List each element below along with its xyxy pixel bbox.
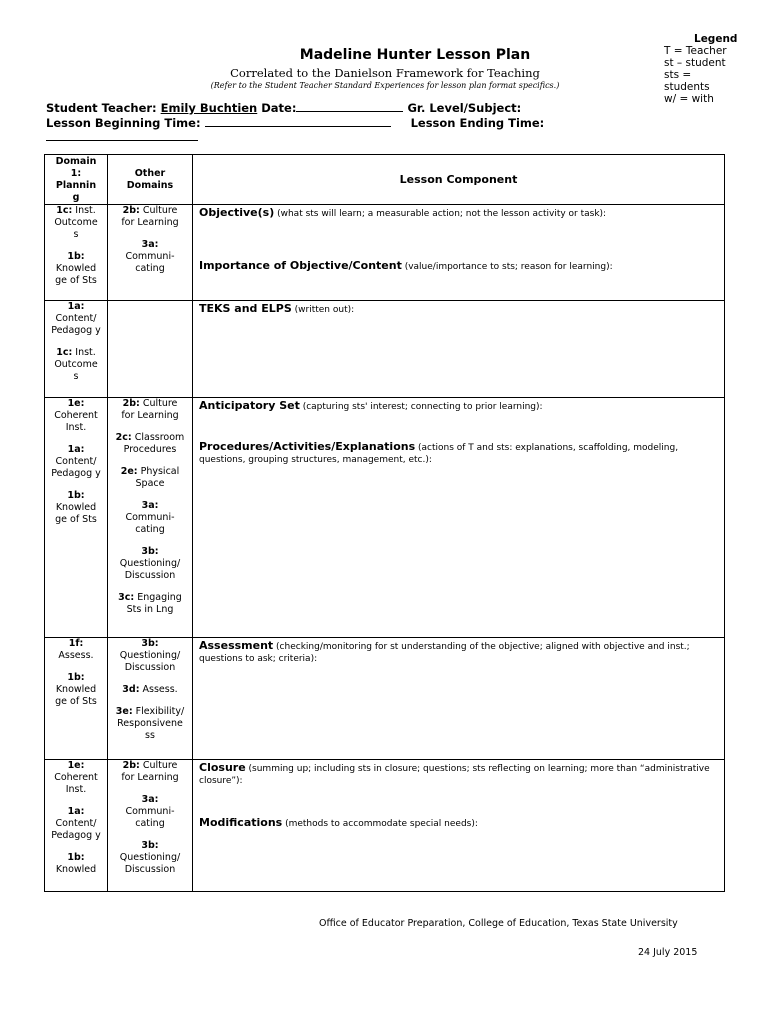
grade-subject-label: Gr. Level/Subject: bbox=[403, 101, 522, 115]
component-assessment: Assessment (checking/monitoring for st understanding of the objective; aligned with objective and inst.; questions to ask; criteria): bbox=[199, 639, 690, 664]
table-row bbox=[45, 205, 725, 301]
component-anticipatory-set: Anticipatory Set (capturing sts' interest; connecting to prior learning): bbox=[199, 399, 543, 412]
lesson-component-cell[interactable] bbox=[193, 301, 725, 398]
col-header-domain1: Domain 1: Plannin g bbox=[45, 155, 108, 205]
lesson-plan-table bbox=[44, 154, 725, 892]
legend-item: sts = bbox=[664, 69, 692, 81]
other-domains-cell: 2b: Culture for Learning 2c: Classroom Procedures 2e: Physical Space 3a: Communi- cating 3b: Questioning/ Discussion 3c: Engaging Sts in Lng bbox=[108, 398, 193, 638]
end-time-field[interactable] bbox=[46, 140, 198, 141]
table-row bbox=[45, 638, 725, 760]
table-row bbox=[45, 760, 725, 892]
footer-office: Office of Educator Preparation, College of Education, Texas State University bbox=[319, 918, 678, 929]
other-domains-cell bbox=[108, 301, 193, 398]
legend-item: st – student bbox=[664, 57, 726, 69]
table-header-row bbox=[45, 155, 725, 205]
legend-item: students bbox=[664, 81, 710, 93]
document-subnote: (Refer to the Student Teacher Standard Experiences for lesson plan format specifics.) bbox=[210, 81, 560, 90]
domain1-cell: 1e: Coherent Inst. 1a: Content/ Pedagog y 1b: Knowled bbox=[45, 760, 108, 892]
date-label: Date: bbox=[257, 101, 297, 115]
lesson-component-cell[interactable] bbox=[193, 760, 725, 892]
footer-date: 24 July 2015 bbox=[638, 947, 698, 958]
col-header-lesson-component: Lesson Component bbox=[193, 155, 725, 205]
component-importance: Importance of Objective/Content (value/importance to sts; reason for learning): bbox=[199, 259, 613, 272]
student-teacher-label: Student Teacher: bbox=[46, 101, 161, 115]
other-domains-cell: 2b: Culture for Learning 3a: Communi- cating bbox=[108, 205, 193, 301]
component-modifications: Modifications (methods to accommodate special needs): bbox=[199, 816, 478, 829]
component-closure: Closure (summing up; including sts in closure; questions; sts reflecting on learning; more than “administrative closure”): bbox=[199, 761, 710, 786]
end-time-label: Lesson Ending Time: bbox=[410, 116, 545, 130]
domain1-cell: 1f: Assess. 1b: Knowled ge of Sts bbox=[45, 638, 108, 760]
begin-time-field[interactable] bbox=[205, 116, 391, 127]
col-header-other-domains: Other Domains bbox=[108, 155, 193, 205]
component-procedures: Procedures/Activities/Explanations (actions of T and sts: explanations, scaffolding, modeling, questions, grouping structures, management, etc.): bbox=[199, 440, 679, 465]
lesson-component-cell[interactable] bbox=[193, 205, 725, 301]
date-field[interactable] bbox=[296, 101, 403, 112]
table-row bbox=[45, 301, 725, 398]
component-objectives: Objective(s) (what sts will learn; a measurable action; not the lesson activity or task): bbox=[199, 206, 607, 219]
lesson-component-cell[interactable] bbox=[193, 638, 725, 760]
lesson-component-cell[interactable] bbox=[193, 398, 725, 638]
domain1-cell: 1a: Content/ Pedagog y 1c: Inst. Outcome s bbox=[45, 301, 108, 398]
legend-item: w/ = with bbox=[664, 93, 714, 105]
domain1-cell: 1c: Inst. Outcome s 1b: Knowled ge of Sts bbox=[45, 205, 108, 301]
student-teacher-name[interactable]: Emily Buchtien bbox=[160, 101, 258, 115]
table-row bbox=[45, 398, 725, 638]
header-line-1 bbox=[46, 101, 521, 115]
legend-heading: Legend bbox=[694, 33, 738, 45]
document-title: Madeline Hunter Lesson Plan bbox=[299, 47, 531, 63]
component-teks-elps: TEKS and ELPS (written out): bbox=[199, 302, 355, 315]
header-line-2 bbox=[46, 116, 544, 130]
domain1-cell: 1e: Coherent Inst. 1a: Content/ Pedagog y 1b: Knowled ge of Sts bbox=[45, 398, 108, 638]
begin-time-label: Lesson Beginning Time: bbox=[46, 116, 205, 130]
other-domains-cell: 2b: Culture for Learning 3a: Communi- cating 3b: Questioning/ Discussion bbox=[108, 760, 193, 892]
other-domains-cell: 3b: Questioning/ Discussion 3d: Assess. 3e: Flexibility/ Responsivene ss bbox=[108, 638, 193, 760]
document-subtitle: Correlated to the Danielson Framework for Teaching bbox=[230, 66, 540, 80]
legend-item: T = Teacher bbox=[664, 45, 727, 57]
